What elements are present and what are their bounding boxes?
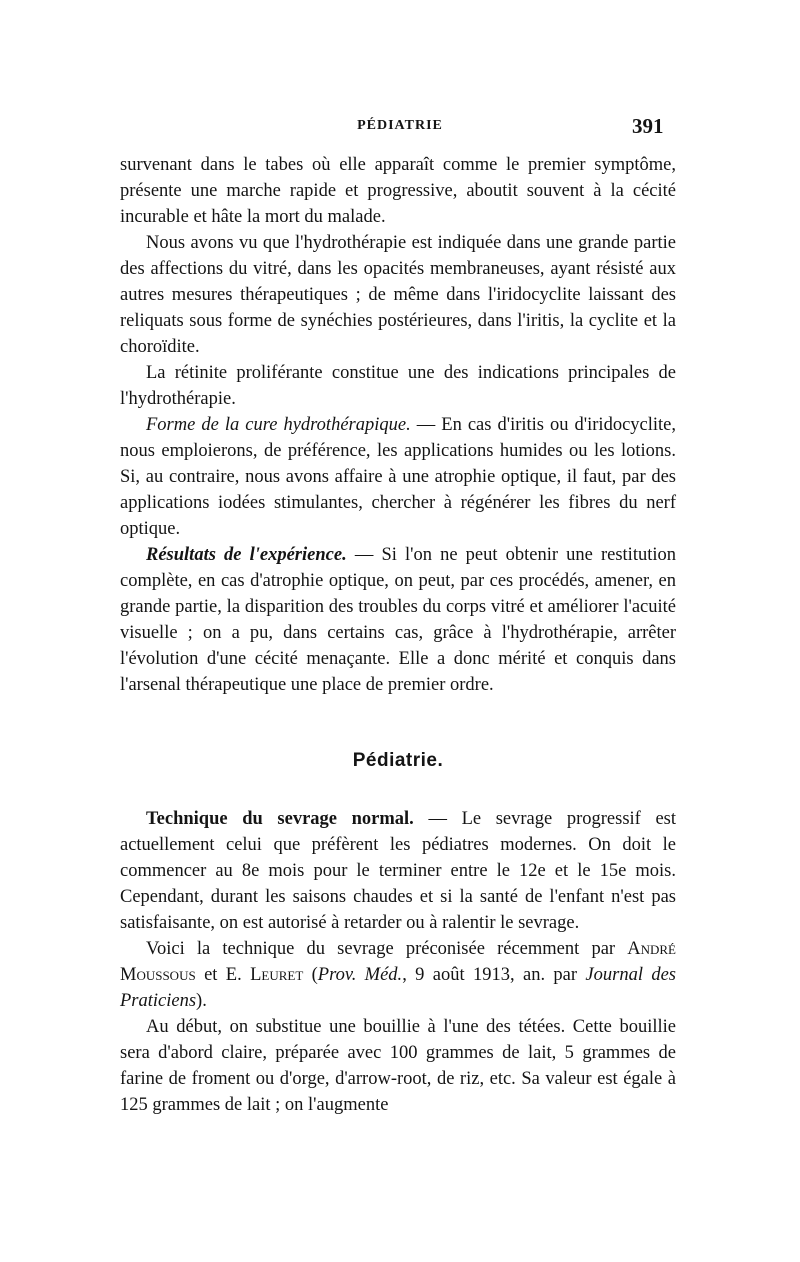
- reference-text-e: ).: [196, 991, 207, 1011]
- running-title: PÉDIATRIE: [357, 118, 443, 133]
- paragraph-weaning-technique: [120, 806, 676, 936]
- paragraph-weaning-text: — Le sevrage progressif est actuellement celui que préfèrent les pédiatres modernes. On doit le commencer au 8e mois pour le terminer entre le 12e et le 15e mois. Cependant, durant les saisons chaudes et si la santé de l'enfant n'est pas satisfaisante, on est autorisé à retarder ou à ralentir le sevrage.: [120, 809, 677, 933]
- run-in-heading-cure-form: Forme de la cure hydrothérapique.: [146, 415, 411, 435]
- section-title: Pédiatrie.: [352, 750, 444, 771]
- paragraph-cure-form: [120, 412, 676, 542]
- paragraph-results: [120, 542, 676, 698]
- journal-des-praticiens: Journal des Praticiens: [120, 965, 676, 1011]
- page-number: 391: [632, 114, 664, 138]
- author-leuret: Leuret: [250, 965, 304, 985]
- paragraph-retinitis: La rétinite proliférante constitue une des indications principales de l'hydrothérapie.: [120, 363, 676, 409]
- paragraph-continuation: survenant dans le tabes où elle apparaît comme le premier symptôme, présente une marche rapide et progressive, aboutit souvent à la cécité incurable et hâte la mort du malade.: [120, 155, 676, 227]
- journal-prov-med: Prov. Méd.: [317, 965, 403, 985]
- run-in-heading-results: Résultats de l'expérience.: [146, 545, 347, 565]
- reference-text-a: Voici la technique du sevrage préconisée récemment par: [146, 939, 628, 959]
- paragraph-cure-form-text: — En cas d'iritis ou d'iridocyclite, nous emploierons, de préférence, les applications humides ou les lotions. Si, au contraire, nous avons affaire à une atrophie optique, il faut, par des applications iodées stimulantes, chercher à régénérer les fibres du nerf optique.: [120, 415, 676, 539]
- reference-text-d: , 9 août 1913, an. par: [402, 965, 586, 985]
- paragraph-reference: [120, 936, 676, 1014]
- reference-text-b: et E.: [195, 965, 251, 985]
- paragraph-hydrotherapy-indications: Nous avons vu que l'hydrothérapie est indiquée dans une grande partie des affections du vitré, dans les opacités membraneuses, ayant résisté aux autres mesures thérapeutiques ; de même dans l'iridocyclite laissant des reliquats sous forme de synéchies postérieures, dans l'iritis, la cyclite et la choroïdite.: [120, 233, 676, 357]
- running-head: [0, 114, 800, 142]
- paragraph-results-text: — Si l'on ne peut obtenir une restitution complète, en cas d'atrophie optique, on peut, par ces procédés, amener, en grande partie, la disparition des troubles du corps vitré et améliorer l'acuité visuelle ; on a pu, dans certains cas, grâce à l'hydrothérapie, arrêter l'évolution d'une cécité menaçante. Elle a donc mérité et conquis dans l'arsenal thérapeutique une place de premier ordre.: [120, 545, 676, 695]
- reference-text-c: (: [303, 965, 318, 985]
- body-text: [120, 152, 676, 1118]
- paragraph-bouillie: Au début, on substitue une bouillie à l'une des tétées. Cette bouillie sera d'abord claire, préparée avec 100 grammes de lait, 5 grammes de farine de froment ou d'orge, d'arrow-root, de riz, etc. Sa valeur est égale à 125 grammes de lait ; on l'augmente: [120, 1017, 676, 1115]
- author-moussous: André Moussous: [120, 939, 676, 985]
- run-in-heading-weaning: Technique du sevrage normal.: [146, 809, 414, 829]
